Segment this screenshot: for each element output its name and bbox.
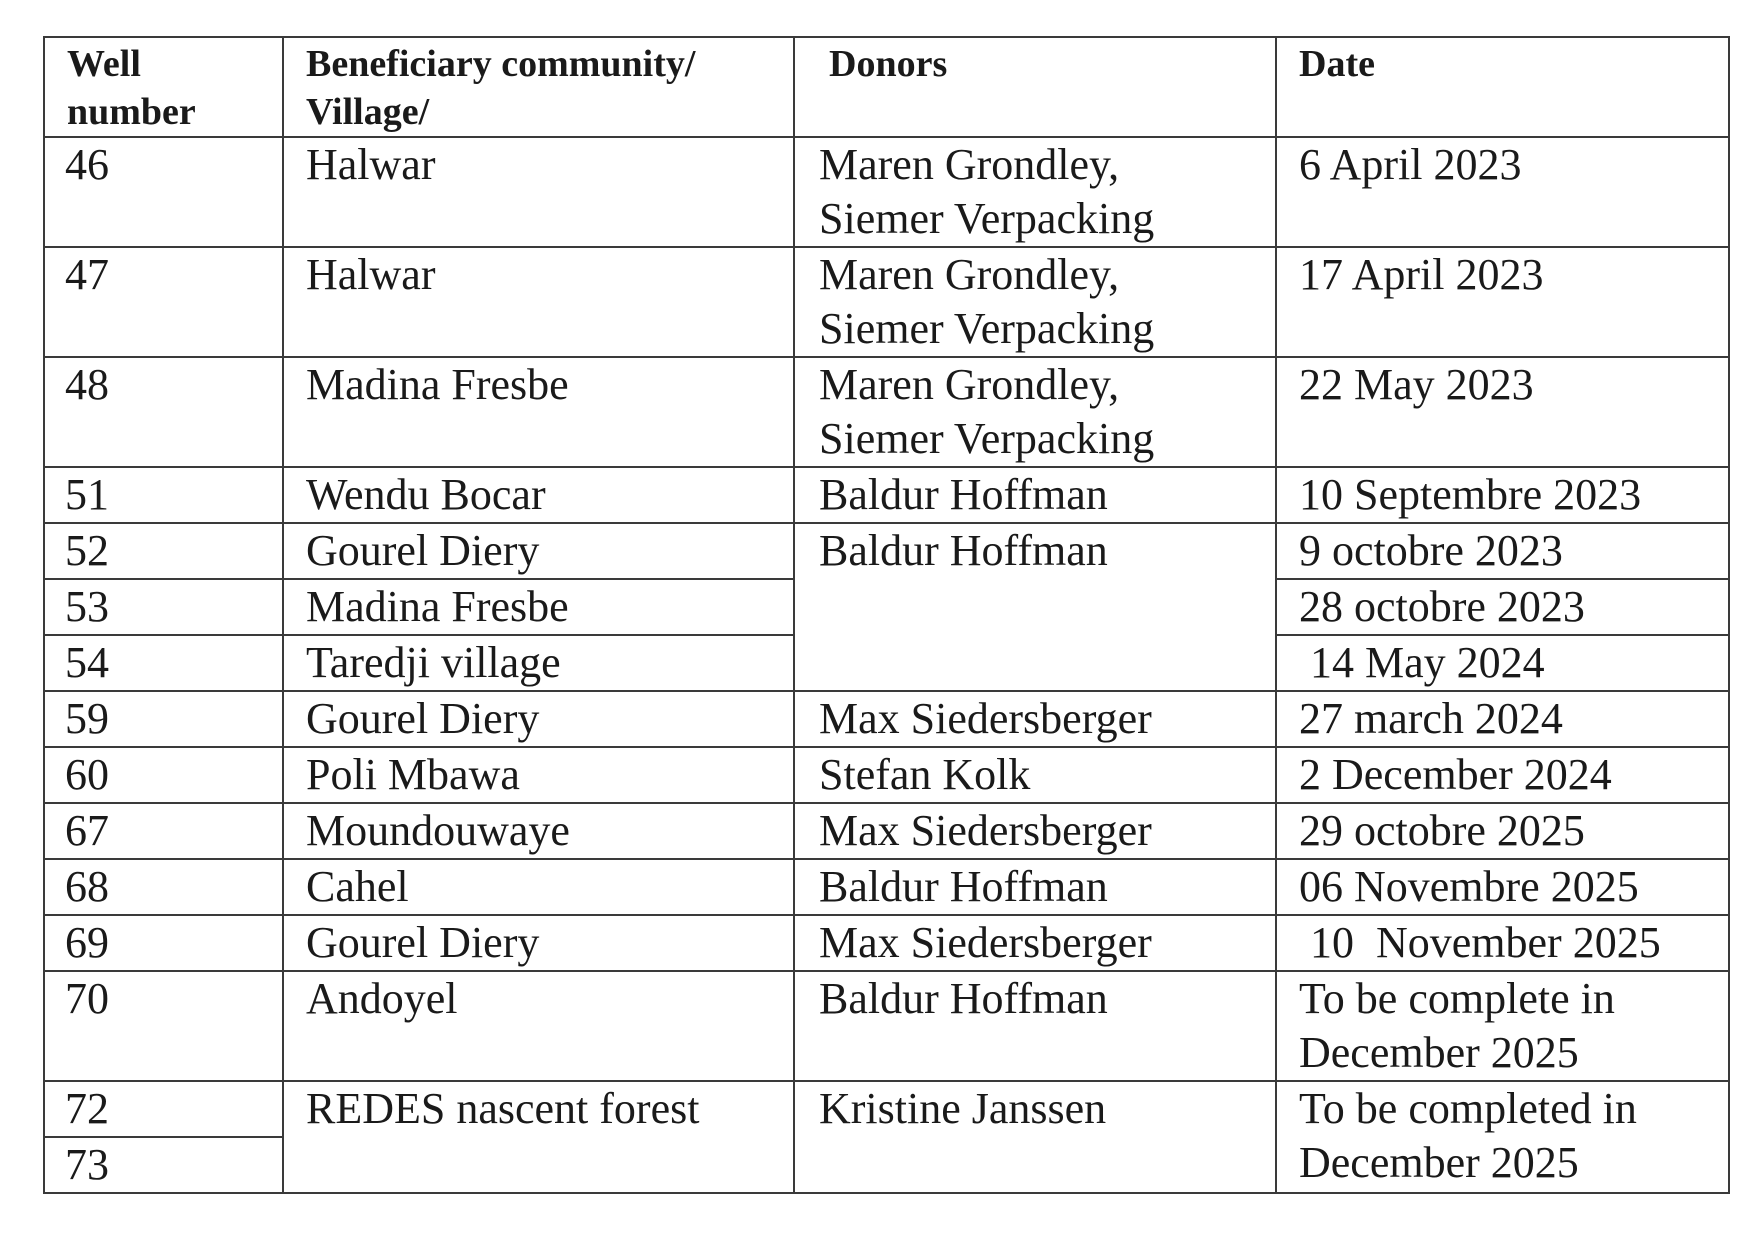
donor-line: Maren Grondley,: [819, 250, 1120, 299]
header-well-number-line-1: Well: [67, 43, 141, 85]
village-cell: Poli Mbawa: [283, 747, 794, 803]
header-well-number: [44, 37, 283, 137]
table-row: [44, 859, 1729, 915]
date-cell: 29 octobre 2025: [1276, 803, 1729, 859]
date-cell: [1276, 971, 1729, 1081]
well-number-cell: 67: [44, 803, 283, 859]
header-date: [1276, 37, 1729, 137]
village-cell: Gourel Diery: [283, 691, 794, 747]
date-cell: 27 march 2024: [1276, 691, 1729, 747]
village-cell-merged: REDES nascent forest: [283, 1081, 794, 1193]
date-cell: 10 Septembre 2023: [1276, 467, 1729, 523]
village-cell: Halwar: [283, 137, 794, 247]
date-line: To be complete in: [1299, 974, 1615, 1023]
donor-line: Maren Grondley,: [819, 140, 1120, 189]
donor-cell: Stefan Kolk: [794, 747, 1276, 803]
village-cell: Wendu Bocar: [283, 467, 794, 523]
donor-line: Maren Grondley,: [819, 360, 1120, 409]
table-row: [44, 971, 1729, 1081]
date-cell: [1276, 357, 1729, 467]
donor-cell: Baldur Hoffman: [794, 467, 1276, 523]
header-community: [283, 37, 794, 137]
donor-cell: Max Siedersberger: [794, 915, 1276, 971]
table-row: [44, 691, 1729, 747]
table-row: [44, 357, 1729, 467]
header-date-line-1: Date: [1299, 43, 1375, 85]
well-number-cell: 59: [44, 691, 283, 747]
donor-line: Siemer Verpacking: [819, 304, 1155, 353]
well-number-cell: 60: [44, 747, 283, 803]
date-line: 22 May 2023: [1299, 360, 1534, 409]
well-number-cell: 51: [44, 467, 283, 523]
donor-cell-merged: Kristine Janssen: [794, 1081, 1276, 1193]
well-number-cell: 52: [44, 523, 283, 579]
table-row: [44, 137, 1729, 247]
date-cell: 10 November 2025: [1276, 915, 1729, 971]
table-row: [44, 1081, 1729, 1137]
table-row: [44, 803, 1729, 859]
donor-line: Siemer Verpacking: [819, 194, 1155, 243]
village-cell: Cahel: [283, 859, 794, 915]
date-cell: [1276, 247, 1729, 357]
village-cell: Moundouwaye: [283, 803, 794, 859]
village-cell: Gourel Diery: [283, 915, 794, 971]
table-header-row: [44, 37, 1729, 137]
table-row: [44, 747, 1729, 803]
donor-cell: Max Siedersberger: [794, 803, 1276, 859]
date-cell: 2 December 2024: [1276, 747, 1729, 803]
table-row: [44, 523, 1729, 579]
table-row: [44, 467, 1729, 523]
header-community-line-1: Beneficiary community/: [306, 43, 696, 85]
donor-cell: [794, 247, 1276, 357]
date-cell: 9 octobre 2023: [1276, 523, 1729, 579]
well-number-cell: 68: [44, 859, 283, 915]
date-cell-merged: [1276, 1081, 1729, 1193]
header-community-line-2: Village/: [306, 91, 430, 133]
village-cell: Halwar: [283, 247, 794, 357]
village-cell: Taredji village: [283, 635, 794, 691]
date-cell: 28 octobre 2023: [1276, 579, 1729, 635]
donor-line: Siemer Verpacking: [819, 414, 1155, 463]
well-number-cell: 46: [44, 137, 283, 247]
date-line: 17 April 2023: [1299, 250, 1544, 299]
village-cell: Madina Fresbe: [283, 579, 794, 635]
wells-table: [43, 36, 1730, 1194]
date-cell: 14 May 2024: [1276, 635, 1729, 691]
date-line: 6 April 2023: [1299, 140, 1522, 189]
donor-cell: [794, 357, 1276, 467]
header-donors-line-1: Donors: [829, 43, 948, 85]
date-line: December 2025: [1299, 1138, 1579, 1187]
well-number-cell: 70: [44, 971, 283, 1081]
well-number-cell: 47: [44, 247, 283, 357]
well-number-cell: 53: [44, 579, 283, 635]
donor-cell: Max Siedersberger: [794, 691, 1276, 747]
date-cell: [1276, 137, 1729, 247]
header-donors: [794, 37, 1276, 137]
village-cell: Madina Fresbe: [283, 357, 794, 467]
date-line: December 2025: [1299, 1028, 1579, 1077]
well-number-cell: 72: [44, 1081, 283, 1137]
date-cell: 06 Novembre 2025: [1276, 859, 1729, 915]
header-well-number-line-2: number: [67, 91, 196, 133]
table-row: [44, 247, 1729, 357]
donor-cell: Baldur Hoffman: [794, 859, 1276, 915]
well-number-cell: 73: [44, 1137, 283, 1193]
well-number-cell: 54: [44, 635, 283, 691]
table-row: [44, 915, 1729, 971]
donor-cell-merged: Baldur Hoffman: [794, 523, 1276, 691]
village-cell: Andoyel: [283, 971, 794, 1081]
donor-cell: [794, 137, 1276, 247]
village-cell: Gourel Diery: [283, 523, 794, 579]
well-number-cell: 48: [44, 357, 283, 467]
date-line: To be completed in: [1299, 1084, 1637, 1133]
donor-cell: Baldur Hoffman: [794, 971, 1276, 1081]
well-number-cell: 69: [44, 915, 283, 971]
